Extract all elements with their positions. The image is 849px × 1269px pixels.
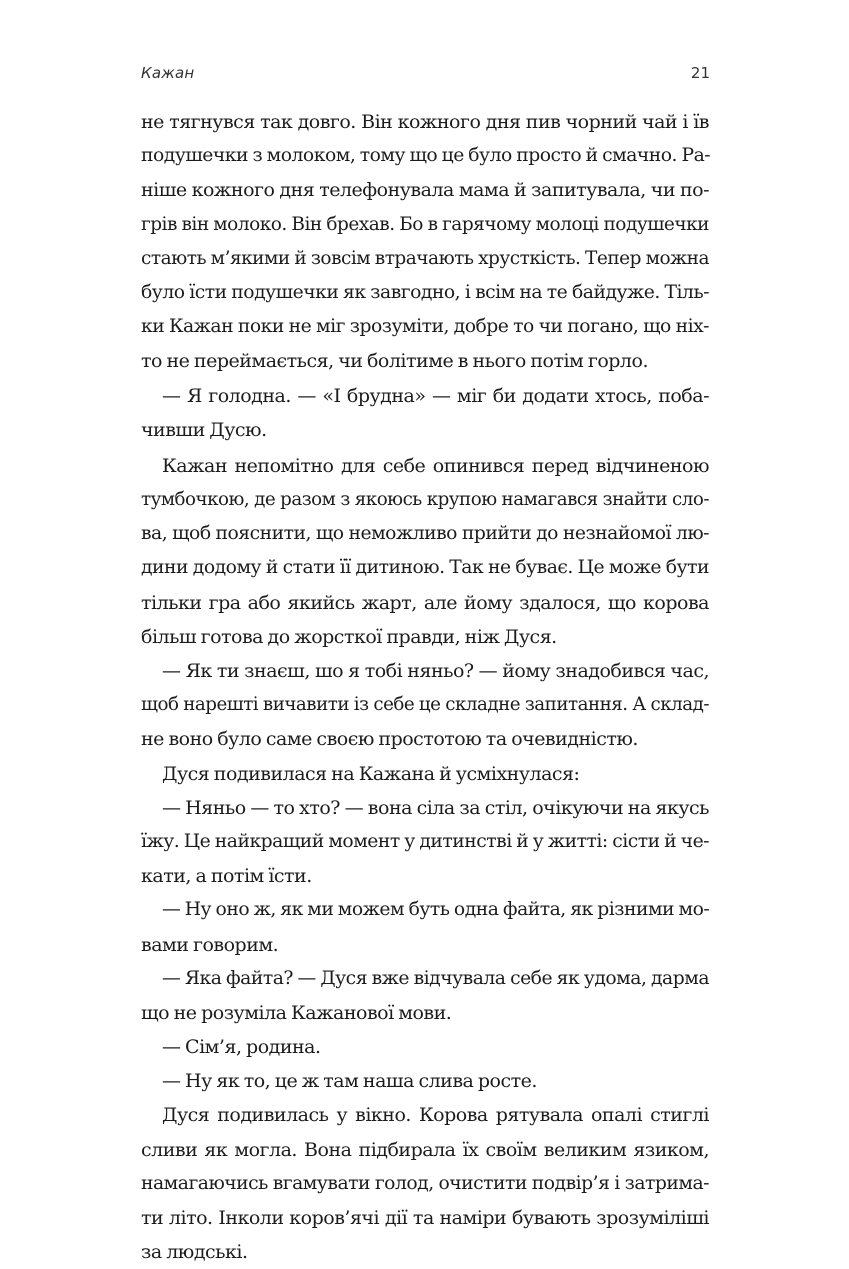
- text-line: Дуся подивилась у вікно. Корова рятувала опалі стиглі: [162, 1104, 709, 1127]
- text-line: Дуся подивилася на Кажана й усміхнулася:: [162, 762, 580, 785]
- running-head: Кажан: [141, 64, 195, 82]
- text-line: вами говорим.: [141, 933, 279, 956]
- text-line: Кажан непомітно для себе опинився перед відчиненою: [162, 454, 709, 477]
- text-line: — Ну як то, це ж там наша слива росте.: [162, 1070, 537, 1093]
- text-line: дини додому й стати її дитиною. Так не буває. Це може бути: [141, 557, 709, 579]
- text-line: більш готова до жорсткої правди, ніж Дуся.: [141, 625, 557, 648]
- text-line: — Яка файта? — Дуся вже відчувала себе як удома, дарма: [162, 967, 709, 989]
- text-line: за людські.: [141, 1241, 248, 1264]
- text-line: грів він молоко. Він брехав. Бо в гарячому молоці подушечки: [141, 213, 709, 235]
- text-line: — Няньо — то хто? — вона сіла за стіл, очікуючи на якусь: [162, 796, 709, 819]
- text-line: то не переймається, чи болітиме в нього потім горло.: [141, 350, 648, 373]
- text-line: ки Кажан поки не міг зрозуміти, добре то чи погано, що ніх-: [141, 316, 709, 338]
- text-line: — Ну оно ж, як ми можем буть одна файта, як різними мо-: [162, 899, 710, 921]
- text-line: стають м’якими й зовсім втрачають хрусткість. Тепер можна: [141, 247, 709, 269]
- body-text: [141, 105, 709, 1269]
- text-line: — Я голодна. — «І брудна» — міг би додати хтось, поба-: [162, 384, 709, 407]
- text-line: кати, а потім їсти.: [141, 865, 312, 888]
- text-line: чивши Дусю.: [141, 418, 267, 441]
- text-line: тумбочкою, де разом з якоюсь крупою намагався знайти сло-: [141, 489, 709, 511]
- text-line: — Як ти знаєш, шо я тобі няньо? — йому знадобився час,: [162, 660, 709, 682]
- page-number: 21: [690, 64, 710, 82]
- text-line: подушечки з молоком, тому що це було просто й смачно. Ра-: [141, 145, 711, 167]
- text-line: не тягнувся так довго. Він кожного дня пив чорний чай і їв: [141, 111, 709, 133]
- text-line: сливи як могла. Вона підбирала їх своїм великим язиком,: [141, 1138, 709, 1161]
- text-line: ти літо. Інколи коров’ячі дії та наміри бувають зрозуміліші: [141, 1207, 709, 1229]
- text-line: їжу. Це найкращий момент у дитинстві й у житті: сісти й че-: [141, 830, 709, 852]
- text-line: не воно було саме своєю простотою та очевидністю.: [141, 728, 638, 751]
- text-line: — Сім’я, родина.: [162, 1036, 321, 1059]
- text-line: що не розуміла Кажанової мови.: [141, 1001, 452, 1024]
- text-line: ва, щоб пояснити, що неможливо прийти до незнайомої лю-: [141, 523, 709, 545]
- text-line: щоб нарешті вичавити із себе це складне запитання. А склад-: [141, 694, 709, 716]
- text-line: було їсти подушечки як завгодно, і всім на те байдуже. Тіль-: [141, 281, 709, 303]
- text-line: ніше кожного дня телефонувала мама й запитувала, чи по-: [141, 179, 709, 202]
- text-line: намагаючись вгамувати голод, очистити подвір’я і затрима-: [141, 1172, 709, 1194]
- text-line: тільки гра або якийсь жарт, але йому здалося, що корова: [141, 591, 709, 614]
